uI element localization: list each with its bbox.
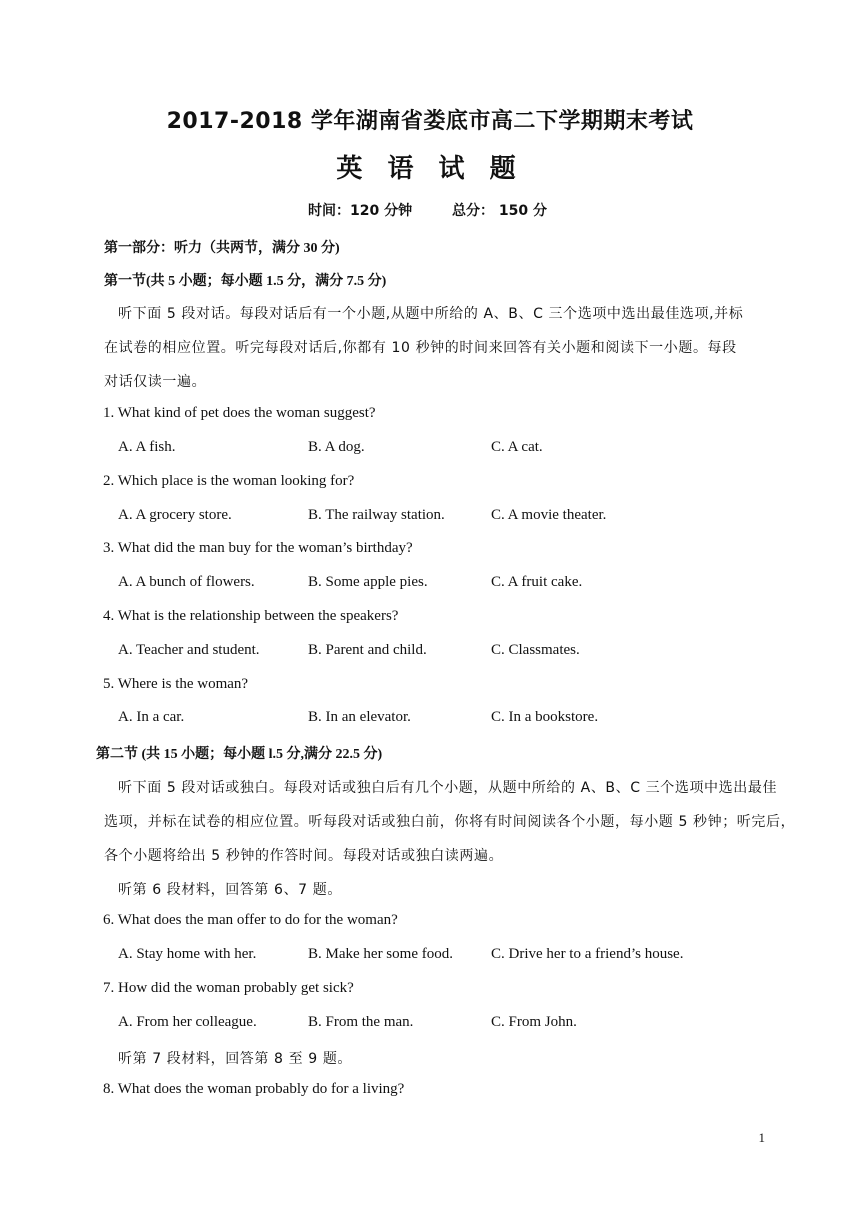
question-stem: 4. What is the relationship between the speakers? bbox=[103, 608, 399, 624]
question-stem: 5. Where is the woman? bbox=[103, 676, 249, 692]
option-a: A. A bunch of flowers. bbox=[118, 574, 255, 590]
option-c: C. A movie theater. bbox=[491, 507, 607, 523]
option-b: B. The railway station. bbox=[308, 507, 445, 523]
page-title: 2017-2018 学年湖南省娄底市高二下学期期末考试 bbox=[166, 109, 694, 134]
option-c: C. Classmates. bbox=[491, 642, 580, 658]
section1-instruction-line: 听下面 5 段对话。每段对话后有一个小题,从题中所给的 A、B、C 三个选项中选出最佳选项,并标 bbox=[118, 306, 744, 322]
option-b: B. A dog. bbox=[308, 439, 365, 455]
option-b: B. From the man. bbox=[308, 1014, 414, 1030]
option-a: A. A grocery store. bbox=[118, 507, 232, 523]
section1-instruction-line: 在试卷的相应位置。听完每段对话后,你都有 10 秒钟的时间来回答有关小题和阅读下一小题。每段 bbox=[104, 340, 737, 356]
section1-heading: 第一节(共 5 小题；每小题 1.5 分，满分 7.5 分) bbox=[104, 274, 387, 289]
option-c: C. A cat. bbox=[491, 439, 543, 455]
option-a: A. A fish. bbox=[118, 439, 176, 455]
option-c: C. In a bookstore. bbox=[491, 709, 599, 725]
section2-instruction-line: 选项，并标在试卷的相应位置。听每段对话或独白前，你将有时间阅读各个小题，每小题 5 秒钟；听完后， bbox=[104, 814, 796, 830]
question-stem: 6. What does the man offer to do for the woman? bbox=[103, 912, 398, 928]
option-a: A. From her colleague. bbox=[118, 1014, 257, 1030]
option-b: B. Make her some food. bbox=[308, 946, 453, 962]
page-number: 1 bbox=[758, 1130, 765, 1145]
section2-heading: 第二节 (共 15 小题；每小题 l.5 分,满分 22.5 分) bbox=[96, 747, 383, 762]
question-stem: 1. What kind of pet does the woman suggest? bbox=[103, 405, 376, 421]
option-b: B. Parent and child. bbox=[308, 642, 427, 658]
material-cue: 听第 7 段材料，回答第 8 至 9 题。 bbox=[118, 1051, 353, 1067]
exam-time: 时间：120 分钟 bbox=[308, 203, 413, 219]
section1-instruction-line: 对话仅读一遍。 bbox=[104, 374, 207, 390]
option-b: B. In an elevator. bbox=[308, 709, 411, 725]
option-c: C. A fruit cake. bbox=[491, 574, 583, 590]
exam-total-score: 总分： 150 分 bbox=[452, 203, 547, 219]
option-c: C. Drive her to a friend’s house. bbox=[491, 946, 684, 962]
option-b: B. Some apple pies. bbox=[308, 574, 428, 590]
part1-heading: 第一部分：听力（共两节，满分 30 分) bbox=[104, 241, 340, 256]
question-stem: 7. How did the woman probably get sick? bbox=[103, 980, 354, 996]
option-a: A. In a car. bbox=[118, 709, 185, 725]
question-stem: 2. Which place is the woman looking for? bbox=[103, 473, 355, 489]
option-a: A. Stay home with her. bbox=[118, 946, 257, 962]
section2-instruction-line: 听下面 5 段对话或独白。每段对话或独白后有几个小题，从题中所给的 A、B、C 三个选项中选出最佳 bbox=[118, 780, 778, 796]
question-stem: 3. What did the man buy for the woman’s birthday? bbox=[103, 540, 413, 556]
material-cue: 听第 6 段材料，回答第 6、7 题。 bbox=[118, 882, 342, 898]
question-stem: 8. What does the woman probably do for a living? bbox=[103, 1081, 405, 1097]
section2-instruction-line: 各个小题将给出 5 秒钟的作答时间。每段对话或独白读两遍。 bbox=[104, 848, 504, 864]
exam-subject: 英 语 试 题 bbox=[336, 154, 524, 184]
option-a: A. Teacher and student. bbox=[118, 642, 260, 658]
option-c: C. From John. bbox=[491, 1014, 577, 1030]
